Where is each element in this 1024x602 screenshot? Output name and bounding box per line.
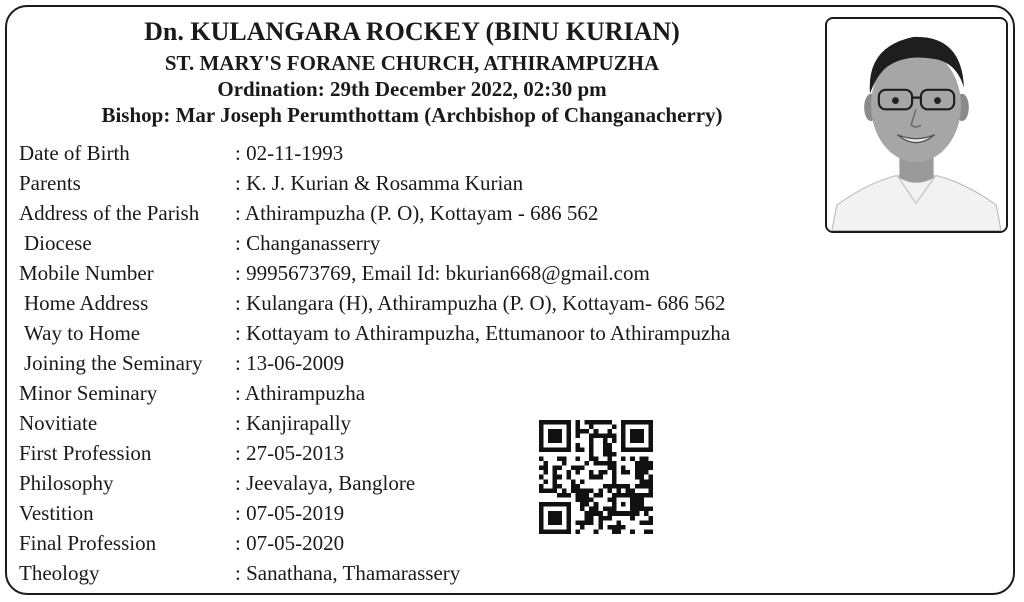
church-name: ST. MARY'S FORANE CHURCH, ATHIRAMPUZHA xyxy=(164,51,660,75)
detail-value: : Athirampuzha xyxy=(235,381,366,405)
detail-label: Theology xyxy=(19,561,100,585)
detail-label: Mobile Number xyxy=(19,261,154,285)
detail-value: : Athirampuzha (P. O), Kottayam - 686 562 xyxy=(235,201,599,225)
detail-label: First Profession xyxy=(19,441,152,465)
detail-label: Novitiate xyxy=(19,411,98,435)
detail-value: : Sanathana, Thamarassery xyxy=(235,561,461,585)
qr-code xyxy=(539,420,653,534)
detail-label: Minor Seminary xyxy=(19,381,158,405)
detail-label: Joining the Seminary xyxy=(24,351,203,375)
detail-value: : 13-06-2009 xyxy=(235,351,345,375)
detail-value: : 02-11-1993 xyxy=(235,141,344,165)
deacon-name: Dn. KULANGARA ROCKEY (BINU KURIAN) xyxy=(144,17,680,46)
detail-value: : 07-05-2019 xyxy=(235,501,345,525)
detail-value: : K. J. Kurian & Rosamma Kurian xyxy=(235,171,524,195)
detail-value: : 9995673769, Email Id: bkurian668@gmail.com xyxy=(235,261,650,285)
detail-value: : Jeevalaya, Banglore xyxy=(235,471,416,495)
ordination-card xyxy=(5,5,1015,595)
detail-label: Final Profession xyxy=(19,531,157,555)
ordination-date: Ordination: 29th December 2022, 02:30 pm xyxy=(217,77,607,101)
detail-label: Diocese xyxy=(24,231,92,255)
detail-value: : Kanjirapally xyxy=(235,411,352,435)
detail-label: Date of Birth xyxy=(19,141,130,165)
detail-label: Parents xyxy=(19,171,81,195)
detail-value: : 07-05-2020 xyxy=(235,531,345,555)
qr-code-icon xyxy=(539,420,653,534)
portrait-photo xyxy=(825,17,1008,233)
detail-value: : 27-05-2013 xyxy=(235,441,345,465)
detail-label: Way to Home xyxy=(24,321,141,345)
detail-value: : Changanasserry xyxy=(235,231,381,255)
detail-label: Home Address xyxy=(24,291,149,315)
portrait-icon xyxy=(827,19,1006,231)
bishop-line: Bishop: Mar Joseph Perumthottam (Archbishop of Changanacherry) xyxy=(101,103,723,127)
detail-label: Address of the Parish xyxy=(19,201,200,225)
detail-value: : Kulangara (H), Athirampuzha (P. O), Kottayam- 686 562 xyxy=(235,291,726,315)
detail-label: Philosophy xyxy=(19,471,114,495)
detail-label: Vestition xyxy=(19,501,94,525)
detail-value: : Kottayam to Athirampuzha, Ettumanoor to Athirampuzha xyxy=(235,321,731,345)
